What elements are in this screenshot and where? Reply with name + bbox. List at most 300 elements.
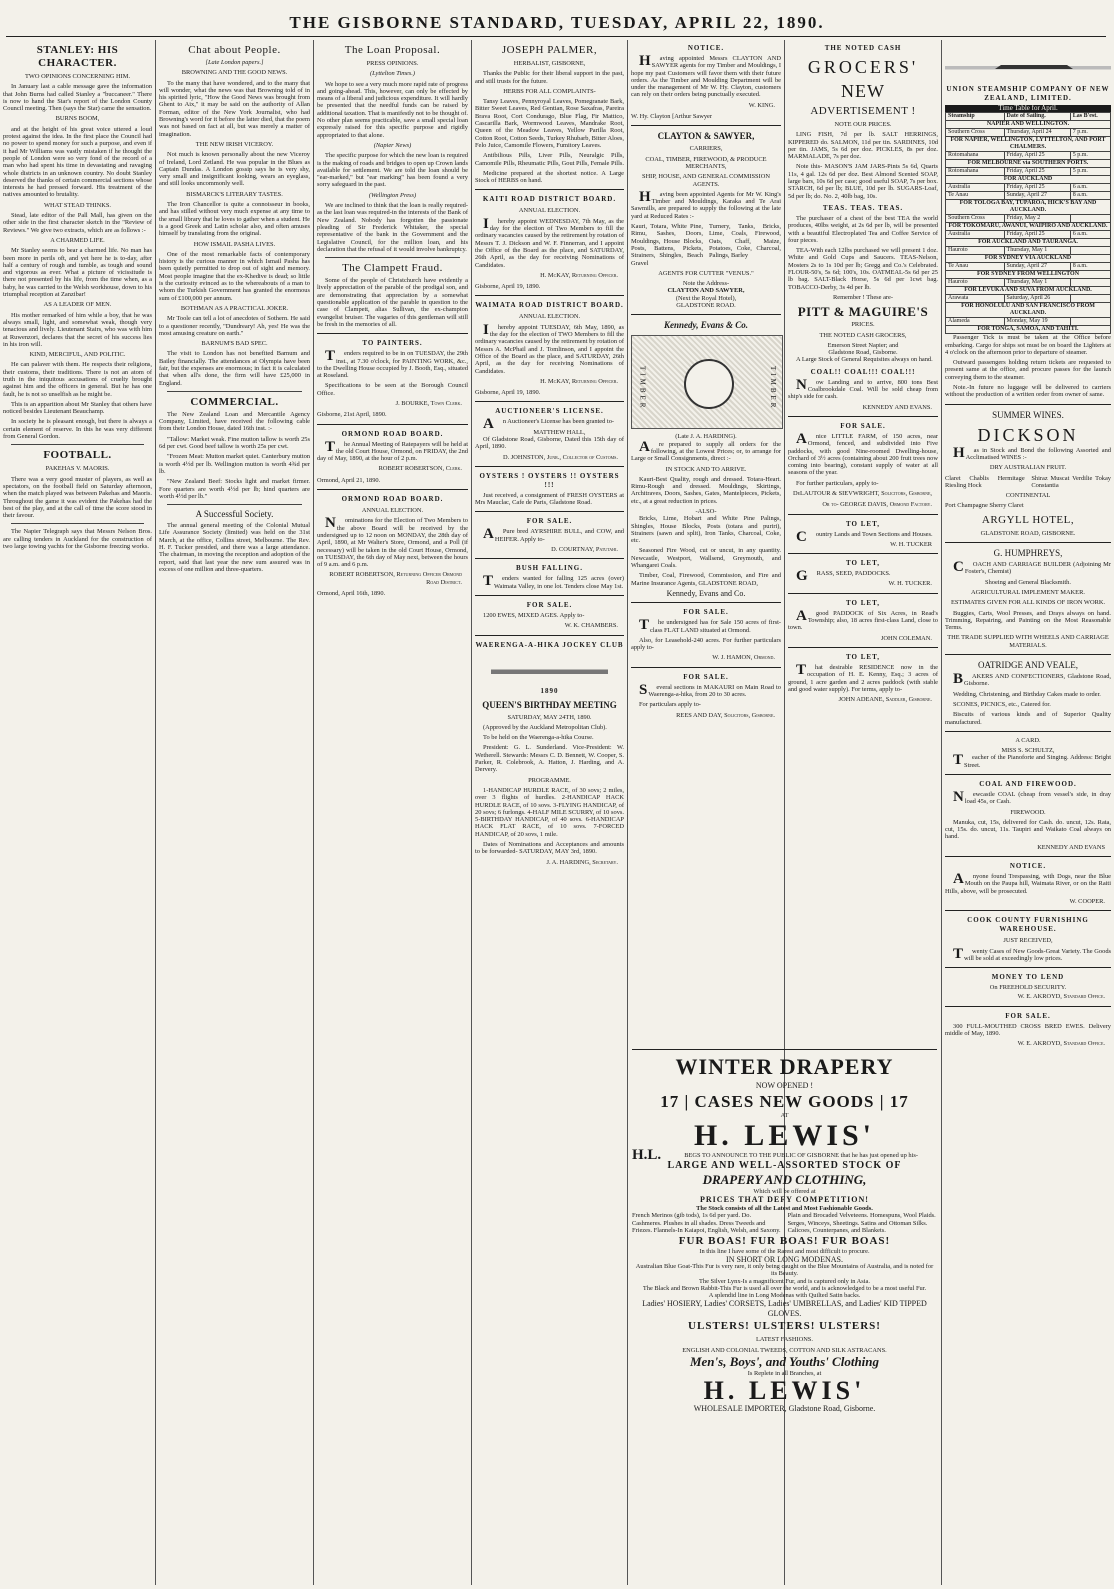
table-cell: Friday, April 25 [1004,152,1070,160]
ad-title: COOK COUNTY FURNISHING WAREHOUSE. [967,916,1089,934]
divider [631,314,781,315]
paragraph: Tansy Leaves, Pennyroyal Leaves, Pomegranate Bark, Bitter Sweet Leaves, Red Gentian, Rose Saxafras, Pareira Brava Root, Cort Condurago, Blue Flag, Fir Mattico, Cascarilla Bark, Wormwood Leaves, Mandrake Root, Queen of the Meadow Leaves, Yellow Parilla Root, Cotton Root, Cotton Seeds, Turkey Rhubarb, Bitter Aloes, Felo Juice, Camomile Flowers, Fumitory Leaves. [475,98,624,149]
divider [632,1049,937,1050]
paragraph: "Tallow: Market weak. Fine mutton tallow is worth 25s 6d per cwt. Good beef tallow is worth 25s per cwt. [159,435,310,451]
divider [788,416,938,417]
paragraph: LING FISH, 7d per lb. SALT HERRINGS, KIPPERED do. SALMON, 11d per tin. SARDINES, 10d per tin. JAMS, 5s 6d per doz. PICKLES, 8s per doz. MARMALADE, 7s per doz. [788,131,938,161]
article-title: The Loan Proposal. [344,44,441,56]
table-row [946,137,1111,152]
ad-line: In this line I have some of the Rarest and most difficult to procure. [699,1248,870,1256]
table-cell [1070,279,1110,287]
section-heading: PROGRAMME. [528,776,571,784]
column-3 [314,40,471,1585]
section-heading: BROWNING AND THE GOOD NEWS. [181,69,288,77]
paragraph: We hope to see a very much more rapid rate of progress and going-ahead. This, however, can only be effected by means of a liberal and judicious expenditure. It will hardly be presented that the needful funds can be raised by additional taxation. That is manifestly not to be thought of. No other plan seems practicable, save a small special loan expressly raised for this specific purpose and rigidly appropriated to that alone. [317,80,468,139]
paragraph: For further particulars, apply to- [796,479,879,487]
divider [167,504,302,505]
divider [475,558,624,559]
divider [475,295,624,296]
wine-list-left: Claret Chablis Hermitage Riesling Hock [945,474,1025,489]
table-row [946,121,1111,129]
paragraph: The New Zealand Loan and Mercantile Agency Company, Limited, have received the following cable from their London House, dated 16th inst. :- [159,410,310,433]
ad-title: FOR SALE. [526,600,573,609]
table-row [946,152,1111,160]
signature: Or to- GEORGE DAVIS, Ormond Factory. [822,501,932,509]
section-heading: THE NEW IRISH VICEROY. [195,140,274,148]
section-heading: TEAS. TEAS. TEAS. [822,203,904,212]
source-label: (Lyttelton Times.) [370,70,415,78]
paragraph: Twenty Cases of New Goods-Great Variety. The Goods will be sold at exceedingly low prices. [953,945,1111,962]
signature: KENNEDY AND EVANS [1037,843,1105,851]
signature: ROBERT ROBERTSON, Clerk. [378,465,462,473]
goods-list [632,1212,937,1234]
paragraph: Bricks, Lime, Hobart and White Pine Palings, Shingles, House Blocks, Posts (totara and puriri), Strainers (sawn and split), Iron Tanks, Charcoal, Coke, etc. [631,515,781,545]
table-row [946,271,1111,279]
paragraph: and at the height of his great voice uttered a loud protest against the idea. In the first place the Council had no power to spend money for such a purpose, and even if it had Mr Williams was vastly mistaken if he thought the people of London were so very fond of the record of a man who had spent his time in devastating and ravaging whole districts in an unknown country. No doubt Stanley deserved the thanks of certain commercial sections whose interests he had pressed forward. His treatment of the natives amounted to brutality. [3,125,152,199]
paragraph: Manuka, cut, 15s, delivered for Cash. do. uncut, 12s. Rata, cut, 15s. do. uncut, 11s. Taupiri and Waikato Coal always on hand. [945,818,1111,841]
table-cell: Thursday, May 1 [1004,279,1070,287]
divider [631,667,781,668]
paragraph: Teacher of the Pianoforte and Singing. Address: Bright Street. [953,752,1111,769]
paragraph: The undersigned has for Sale 150 acres of first-class FLAT LAND situated at Ormond. [639,617,781,634]
table-section-cell: FOR TOKOMARU, AWANUI, WAIPIRO AND AUCKLAND. [946,223,1111,231]
column-4 [472,40,627,1585]
paragraph: 300 FULL-MOUTHED CROSS BRED EWES. Delivery middle of May, 1890. [945,1022,1111,1038]
year-label: 1890 [540,686,559,695]
ad-line: Is Replete in all Branches, at [747,1370,822,1378]
signature: W. J. HAMON, Ormond. [712,654,775,662]
ad-title: BUSH FALLING. [516,564,583,573]
table-header: Las B'est. [1070,113,1110,121]
table-row [946,168,1111,176]
table-header-row [946,113,1111,121]
signature: JOHN ADEANE, Saddler, Gisborne. [838,696,932,704]
paragraph: COACH AND CARRIAGE BUILDER (Adjoining Mr Foster's, Chemist) [953,559,1111,576]
ad-title: FOR SALE. [1005,1011,1051,1020]
section-heading: CONTINENTAL [1005,492,1051,500]
wine-list-continental: Port Champagne Sherry Claret [945,502,1024,510]
paragraph: The purchaser of a chest of the best TEA the world produces, 40lbs weight, at 2s 6d per lb, will be presented with a beautiful Electroplated Tea and Coffee Service of four pieces. [788,214,938,244]
article-title: COMMERCIAL. [190,395,279,408]
ad-title: WINTER DRAPERY [675,1054,894,1079]
source-label: (Napier News) [373,141,412,149]
paragraph: For particulars apply to- [639,701,701,709]
divider [11,444,144,445]
table-cell: Monday, May 19 [1004,318,1070,326]
ad-title: ARGYLL HOTEL, [981,513,1075,526]
table-cell: Te Anau [946,192,1005,200]
signature-line: W. Hy. Clayton [Arthur Sawyer [631,113,712,121]
paragraph: Ihereby appoint TUESDAY, 6th May, 1890, as the day for the election of TWO Members to fill the ordinary vacancies caused by the retirement by rotation of Messrs A. McPhail and J. Tomlinson, and I appoint the Office of the Board as the place, and SATURDAY, 26th April, as the day for receiving Nominations of Candidates. [475,321,624,375]
ad-subtitle: SATURDAY, MAY 24TH, 1890. [507,713,592,721]
ad-subtitle: NOW OPENED ! [755,1081,814,1090]
section-heading: DRY AUSTRALIAN FRUIT. [989,464,1067,472]
ad-title: SUMMER WINES. [992,409,1064,420]
ad-line: Shoeing and General Blacksmith. [985,578,1071,586]
paragraph: Just received, a consignment of FRESH OYSTERS at Mrs Mauclac, Cafe de Paris, Gladstone Road. [475,491,624,507]
signature: W. KING. [748,101,775,109]
ad-title: A CARD. [1015,736,1041,744]
table-header: Date of Sailing. [1004,113,1070,121]
ad-subtitle: Gladstone Road, Gisborne. [828,349,898,357]
paragraph: Has in Stock and Bond the following Assorted and Acclimatised WINES :- [953,444,1111,461]
timetable-title: Time Table for April. [945,105,1111,112]
steamship-engraving [945,43,1111,81]
ad-title: OYSTERS ! OYSTERS !! OYSTERS !!! [479,471,620,489]
section-heading: A CHARMED LIFE. [50,236,105,244]
ad-title: NOTICE. [1009,862,1047,871]
ad-title: COAL AND FIREWOOD. [979,779,1077,788]
table-cell: Sunday, April 27 [1004,192,1070,200]
table-section-cell: NAPIER AND WELLINGTON. [946,121,1111,129]
ad-line: A splendid line in Long Modenas with Quilted Satin backs. [708,1292,861,1300]
ad-title: FOR SALE. [683,608,729,617]
table-cell: Hauroto [946,247,1005,255]
divider [475,635,624,636]
paragraph: Having been appointed Agents for Mr W. King's Timber and Mouldings, Karaka and Te Arai Sawmills, are prepared to supply the following at the late yard at Reduced Rates :- [631,188,781,220]
address-line: (Next the Royal Hotel), [675,294,737,302]
paragraph: Ihereby appoint WEDNESDAY, 7th May, as the day for the election of Two Members to fill the ordinary vacancies caused by the retirement by rotation of Messrs T. J. Dickson and W. F. Finnerran, and I appoint the Office of the Board as the place, and SATURDAY, 26th April, as the day for receiving Nominations of Candidates. [475,215,624,269]
table-cell: Te Anau [946,263,1005,271]
table-row [946,176,1111,184]
paragraph: "Frozen Meat: Mutton market quiet. Canterbury mutton is worth 4½d per lb. Wellington mutton is worth 4¾d per lb. [159,453,310,475]
ad-headline: 17 | CASES NEW GOODS | 17 [660,1092,909,1112]
table-cell: Hauroto [946,279,1005,287]
divider [945,774,1111,775]
drapery-advertisement [628,1044,941,1584]
divider [475,466,624,467]
divider [475,595,624,596]
section-heading: KIND, MERCIFUL, AND POLITIC. [29,351,126,359]
ad-title: UNION STEAMSHIP COMPANY OF NEW ZEALAND, LIMITED. [946,85,1110,102]
signature: W. H. TUCKER. [888,580,932,588]
divider [945,404,1111,405]
ad-subtitle: On FREEHOLD SECURITY. [989,984,1067,992]
ad-line: THE TRADE SUPPLIED WITH WHEELS AND CARRIAGE MATERIALS. [947,634,1109,649]
ad-title: Kennedy, Evans & Co. [664,320,748,331]
source-label: (Wellington Press) [368,191,417,199]
paragraph: Outward passengers holding return tickets are requested to present same at the office, and procure passes for the launch conveying them to the steamer. [945,359,1111,381]
table-row [946,223,1111,231]
signature: DeLAUTOUR & SIEVWRIGHT, Solicitors, Gisborne, [792,489,932,497]
ad-title: ORMOND ROAD BOARD. [341,495,444,504]
ad-line: AGRICULTURAL IMPLEMENT MAKER. [971,588,1085,596]
ad-title: AUCTIONEER'S LICENSE. [495,407,604,416]
paragraph: In January last a cable message gave the information that John Burns had called Stanley a "buccaneer." There is now to hand the Star's report of the London County Council meeting. Then (says the Star) came the sensation. [3,83,152,113]
licensee-name: MATTHEW HALL, [533,428,586,436]
ad-title: JOSEPH PALMER, [501,44,598,56]
paragraph: President: G. L. Sunderland. Vice-President: W. Wetherell. Stewards: Messrs C. D. Bennett, W. Cooper, S. Parker, R. Colebrook, A. Hatton, J. Harding, and A. Dervery. [475,744,624,774]
signature: J. A. HARDING, Secretary. [546,858,618,866]
table-cell [1070,318,1110,326]
divider [317,489,468,490]
signature: W. E. AKROYD, Standard Office. [1017,1040,1105,1048]
ad-title: G. HUMPHREYS, [993,548,1063,559]
address-line: Note the Address- [682,280,730,288]
table-cell: Friday, April 25 [1004,168,1070,176]
table-section-cell: FOR SYDNEY VIA AUCKLAND [946,255,1111,263]
paragraph: The specific purpose for which the new loan is required is the making of roads and bridges to open up Crown lands available for settlement. We are told the loan should be "ear-marked," but "ear marking" has been found a very sorry safeguard in the past. [317,152,468,189]
section-heading: AS A LEADER OF MEN. [43,301,112,309]
signature: ROBERT ROBERTSON, Returning Officer Ormond Road District. [329,571,462,586]
ad-title: PITT & MAGUIRE'S [797,304,929,320]
paragraph: Several sections in MAKAURI on Main Road to Waerenga-a-hika, from 20 to 30 acres. [639,681,781,699]
ad-line: ESTIMATES GIVEN FOR ALL KINDS OF IRON WORK. [950,599,1106,607]
paragraph: Note this- MASON'S JAM JARS-Pints 5s 6d, Quarts 11s, 4 gal. 12s 6d per doz. Best Almond Scented SOAP, large bars, 10s 6d per case; good useful SOAP, 7s per box. STARCH, 6d per lb; BLUE, 10d per lb. SUGARS-Loaf, 5d per lb; do. No. 2, 40lb bag, 10s. [788,163,938,200]
table-row [946,263,1111,271]
ad-title: TO LET, [846,559,880,568]
signature: H. McKAY, Returning Officer. [540,271,618,279]
ad-title: FOR SALE. [840,421,886,430]
section-heading: BOTHMAN AS A PRACTICAL JOKER. [180,304,289,312]
paragraph: Now Landing and to arrive, 800 tons Best Coalbrookdale Coal. Will be sold cheap from ship's side for cash. [788,376,938,401]
paragraph: TEA-With each 12lbs purchased we will present 1 doz. White and Gold Cups and Saucers. TEAS-Nelson, Mosters 2s to 1s 10d per lb; Gregg and Co.'s Celebrated. FLOUR-50's, 5s 6d; 100's, 10s. OATMEAL-5s 6d per 25 lb bag. SALT-Black Horse, 5s 6d per 1cwt bag. TOBACCO-Derby, 3s 4d per lb. [788,247,938,291]
paragraph: Having appointed Messrs CLAYTON AND SAWYER agents for my Timber and Mouldings, I hope my past Customers will favor them with their future orders. As the Timber and Moulding Department will be under the management of Mr W. Hy. Clayton, customers can rely on their orders being punctually executed. [631,53,781,99]
signature: JOHN COLEMAN. [880,634,932,642]
signature: D. COURTNAY, Patutahi. [551,546,618,554]
paragraph: Seasoned Fire Wood, cut or uncut, in any quantity. Newcastle, Westport, Wallsend, Greymouth, and Whangarei Coals. [631,547,781,570]
section-heading: BARNUM'S BAD SPEC. [201,340,268,348]
ad-subtitle: JUST RECEIVED, [1003,937,1053,945]
table-section-cell: FOR LEVUKA AND SUVA FROM AUCKLAND. [946,287,1111,295]
table-cell: Rotomahana [946,152,1005,160]
divider [317,424,468,425]
paragraph: The annual general meeting of the Colonial Mutual Life Assurance Society (limited) was held on the 31st March, at the office, Collins street, Melbourne. The Rev. H. F. Tucker presided, and there was a large attendance. The chairman, in moving the reception and adoption of the report, said that last year the new sum assured was in excess of one million and three-quarters. [159,522,310,573]
ad-title: NEW [841,81,885,101]
table-row [946,184,1111,192]
table-cell: Thursday, April 24 [1004,129,1070,137]
article-title: FOOTBALL. [43,449,112,462]
sawmill-engraving [631,335,783,429]
divider [475,189,624,190]
table-cell: Australia [946,231,1005,239]
paragraph: 1-HANDICAP HURDLE RACE, of 30 sovs; 2 miles, over 3 flights of hurdles. 2-HANDICAP HACK HURDLE RACE, of 10 sovs. 3-FLYING HANDICAP, of 20 sovs; 6 furlongs. 4-HALF MILE SCURRY, of 10 sovs. 5-BIRTHDAY HANDICAP, of 40 sovs. 6-HANDICAP HACK FLAT RACE, of 10 sovs. 7-FORCED HANDICAP, of 20 sovs, 1 mile. [475,786,624,838]
ad-brand: H. LEWIS' [703,1376,866,1406]
ad-line: WHOLESALE IMPORTER, Gladstone Road, Gisborne. [693,1404,876,1414]
table-cell: 5 p.m. [1070,168,1110,176]
ad-subtitle: GLADSTONE ROAD, GISBORNE. [980,529,1076,537]
ad-subtitle: NOTE OUR PRICES. [834,121,892,128]
ad-subtitle: ANNUAL ELECTION. [361,507,424,515]
article-subtitle: [Late London papers.] [205,59,264,66]
section-heading: BISMARCK'S LITERARY TASTES. [186,190,283,198]
signature: W. E. AKROYD, Standard Office. [1017,993,1105,1001]
table-row [946,200,1111,215]
column-5 [628,40,784,1040]
ad-line: ENGLISH AND COLONIAL TWEEDS, COTTON AND SILK ASTRACANS. [682,1346,887,1354]
ad-title: MISS S. SCHULTZ, [1001,747,1055,755]
ad-subtitle: SHIP, HOUSE, AND GENERAL COMMISSION AGENTS. [642,173,770,188]
engraving-label: TIMBER [638,366,647,411]
ad-headline: Men's, Boys', and Youths' Clothing [689,1354,880,1370]
ad-headline: ULSTERS! ULSTERS! ULSTERS! [688,1320,881,1333]
table-row [946,255,1111,263]
table-section-cell: FOR HONOLULU AND SAN FRANCISCO FROM AUCKLAND. [946,303,1111,318]
paragraph: Antibilious Pills, Liver Pills, Neuralgic Pills, Camomile Pills, Rheumatic Pills, Gout Pills, Female Pills. [475,152,624,167]
ad-line: LARGE AND WELL-ASSORTED STOCK OF [667,1159,902,1171]
divider [788,593,938,594]
paragraph: Tenders wanted for falling 125 acres (over) Waimata Valley, in one lot. Tenders close May 1st. [483,573,624,590]
paragraph: To be held on the Waerenga-a-hika Course. [483,734,594,742]
paragraph: Thanks the Public for their liberal support in the past, and still trusts for the future. [475,70,624,85]
dateline: Ormond, April 21, 1890. [317,476,381,484]
announce-row [632,1146,937,1163]
dateline: Gisborne, April 19, 1890. [475,389,541,397]
ad-line: Which will be offered at [753,1187,816,1195]
divider [317,333,468,334]
paragraph: The Napier Telegraph says that Messrs Nelson Bros. are calling tenders in Auckland for the construction of two large towing yachts for the Gisborne freezing works. [3,528,152,551]
paragraph: That desirable RESIDENCE now in the occupation of H. E. Kenny, Esq.; 3 acres of ground, 1 acre garden and 2 acres paddock (with stable and good water supply). For terms, apply to- [788,661,938,693]
signature: D. JOHNSTON, Junr., Collector of Customs. [502,453,618,461]
table-cell: Southern Cross [946,129,1005,137]
ad-title: ADVERTISEMENT ! [810,105,916,117]
column-6 [785,40,941,1040]
ad-title: CLAYTON & SAWYER, [657,131,755,142]
table-cell: Friday, April 25 [1004,184,1070,192]
table-row [946,279,1111,287]
section-heading: WHAT STEAD THINKS. [43,201,112,209]
ad-brand: H. LEWIS' [693,1118,876,1152]
section-heading: AGENTS FOR CUTTER "VENUS." [658,269,754,277]
paragraph: Of Gladstone Road, Gisborne, Dated this 15th day of April, 1890. [475,435,624,451]
ad-subtitle: PRICES. [851,321,875,329]
section-heading: Remember ! These are- [832,293,894,301]
ad-title: MONEY TO LEND [991,973,1065,982]
paragraph: Are prepared to supply all orders for the following, at the Lowest Prices; or, to arrange for Large or Small Consignments, direct :- [631,438,781,463]
ad-line: BEGS TO ANNOUNCE TO THE PUBLIC OF GISBORNE that he has just opened up his- [684,1151,918,1159]
table-section-cell: FOR AUCKLAND AND TAURANGA. [946,239,1111,247]
goods-list-left: French Merinos (gib tods), 1s 6d per yard. Do. Cashmeres. Plushes in all shades. Dress Tweeds and Friezes. Flannels-In Kaiapoi, English, Welsh, and Saxony. [632,1212,781,1235]
address-line: CLAYTON AND SAWYER, [667,287,745,295]
ad-subtitle: CARRIERS, [689,145,723,153]
table-section-cell: FOR TOLOGA BAY, TUPAROA, HICK'S BAY AND AUCKLAND. [946,200,1111,215]
divider [945,856,1111,857]
paragraph: Also, for Leasehold-240 acres. For further particulars apply to- [631,636,781,652]
table-row [946,192,1111,200]
section-heading: BURNS BOOM, [55,115,100,123]
article-title: STANLEY: HIS CHARACTER. [36,44,119,69]
table-cell: Friday, April 25 [1004,231,1070,239]
table-cell: Australia [946,184,1005,192]
table-cell [1070,215,1110,223]
table-row [946,303,1111,318]
table-section-cell: FOR SYDNEY FROM WELLINGTON [946,271,1111,279]
paragraph: Some of the people of Christchurch have evidently a lively appreciation of the parable of the prodigal son, and are demonstrating that appreciation by a somewhat questionable application of the parable in question to the case of Clampett, alias Sullivan, the ex-champion evangelist bruiser. The vagaries of this gentleman will still be fresh in the memories of all. [317,277,468,328]
signature: W. COOPER. [1069,897,1105,905]
section-heading: IN STOCK AND TO ARRIVE. [665,465,747,473]
racehorse-engraving [491,653,608,683]
timber-list-right: Turnery, Tanks, Bricks, Lime, Coals, Firewood, Oats, Chaff, Maize, Potatoes, Coke, Charcoal, Palings, Barley [709,223,781,260]
table-cell: Rotomahana [946,168,1005,176]
table-row [946,160,1111,168]
table-row [946,326,1111,334]
ad-line: IN SHORT OR LONG MODENAS. [726,1254,843,1264]
divider [788,647,938,648]
divider [167,391,302,392]
ad-line: The Stock consists of all the Latest and Most Fashionable Goods. [696,1205,873,1213]
dateline: Gisborne, April 19, 1890. [475,283,541,291]
article-subtitle: TWO OPINIONS CONCERNING HIM. [24,73,131,80]
signature: W. H. TUCKER [890,540,932,548]
table-row [946,239,1111,247]
paragraph: Buggies, Carts, Wool Presses, and Drays always on hand. Trimming, Repairing, and Painting on the Most Reasonable Terms. [945,609,1111,632]
divider [325,257,460,258]
paragraph: Country Lands and Town Sections and Houses. [796,528,933,545]
table-cell: Arawata [946,295,1005,303]
paragraph: The Annual Meeting of Ratepayers will be held at the old Court House, Ormond, on FRIDAY, the 2nd day of May, 1890, at the hour of 2 p.m. [317,438,468,463]
paragraph: "New Zealand Beef: Stocks light and market firmer. Fore quarters are worth 4½d per lb; hind quarters are worth 4½d per lb." [159,478,310,500]
divider [945,731,1111,732]
ad-line: Ladies' HOSIERY, Ladies' CORSETS, Ladies' UMBRELLAS, and Ladies' KID TIPPED GLOVES. [642,1299,927,1319]
divider [631,602,781,603]
section-heading: HERBS FOR ALL COMPLAINTS- [503,87,596,95]
goods-list-right: Plain and Brocaded Velveteens. Homespuns, Wool Plaids. Serges, Winceys, Sheetings. Satins and Ottoman Silks. Calicoes, Counterpanes, and Blankets. [787,1212,936,1235]
paragraph: APure bred AYRSHIRE BULL, and COW, and HEIFER. Apply to- [483,526,624,543]
ad-subtitle: Emerson Street Napier; and [827,341,899,349]
paragraph: A Large Stock of General Requisites always on hand. [796,356,933,364]
paragraph: To the many that have wondered, and to the many that will wonder, what the news was that Browning told of in his spirited lyric, "How the Good News was brought from Ghent to Aix," it may be said on the authority of Allan Forman, editor of the New York Journalist, who had Browning's word for it before the latter died, that the poem was not based on fact at all, but was merely a matter of imagination. [159,79,310,138]
ad-line: Australian Blue Goat-This Fur is very rare, it only being caught on the Blue Mountains of Australia, and is noted for its Beauty. [635,1262,934,1278]
section-heading: HOW ISMAIL PASHA LIVES. [193,240,276,248]
paragraph: BAKERS AND CONFECTIONERS, Gladstone Road, Gisborne. [953,671,1111,688]
signature: KENNEDY AND EVANS. [862,403,932,411]
paragraph: Wedding, Christening, and Birthday Cakes made to order. [953,690,1101,698]
signature: Kennedy, Evans and Co. [666,588,746,598]
ad-subtitle: THE NOTED CASH GROCERS, [819,331,907,339]
masthead: THE GISBORNE STANDARD, TUESDAY, APRIL 22, 1890. [289,13,825,32]
divider [945,910,1111,911]
ad-line: AT [780,1112,789,1120]
ad-subtitle: COAL, TIMBER, FIREWOOD, & PRODUCE MERCHANTS, [645,155,767,170]
paragraph: Anyone found Trespassing, with Dogs, near the Blue Mouth on the Paupa hill, Waimata River, or on the Raiti Hills, above, will be prosecuted. [945,871,1111,895]
paragraph: Specifications to be seen at the Borough Council Office. [317,382,468,397]
paragraph: Biscuits of various kinds and of Superior Quality manufactured. [945,711,1111,726]
paragraph: (Approved by the Auckland Metropolitan Club). [483,723,607,731]
paragraph: Timber, Coal, Firewood, Commission, and Fire and Marine Insurance Agents, GLADSTONE ROAD, [631,572,781,587]
ad-line: LATEST FASHIONS. [756,1336,813,1344]
divider [945,542,1111,543]
article-title: The Clampett Fraud. [342,262,443,275]
column-1 [0,40,155,1585]
ad-title: TO LET, [846,598,880,607]
paragraph: Medicine prepared at the shortest notice. A Large Stock of HERBS on hand. [475,169,624,185]
ad-title: QUEEN'S BIRTHDAY MEETING [482,699,617,710]
section-heading: COAL!! COAL!!! COAL!!! [810,367,916,376]
paragraph: His mother remarked of him while a boy, that he was always small, light, and somewhat weak, though very tenacious and lively. Lieutenant Stairs, who was with him at Ruwenzori, declares that the secret of his success lies in his iron will. [3,311,152,348]
paragraph: SCONES, PICNICS, etc., Catered for. [953,700,1051,708]
article-subtitle: PRESS OPINIONS. [366,60,419,67]
ad-title: WAERENGA-A-HIKA JOCKEY CLUB [475,640,624,649]
ad-headline: DRAPERY AND CLOTHING, [702,1171,867,1187]
ad-title: WAIMATA ROAD DISTRICT BOARD. [475,301,624,310]
article-subtitle: PAKEHAS V. MAORIS. [45,465,110,473]
signature: H. McKAY, Returning Officer. [540,377,618,385]
dateline: Ormond, April 16th, 1890. [317,590,386,598]
timetable [945,112,1111,334]
paragraph: Anice LITTLE FARM, of 150 acres, near Ormond, fenced, and subdivided into Five paddocks, with good Nine-roomed Dwelling-house, Orchard of 3½ acres (containing about 200 fruit trees now coming into bearing), constant supply of water at all seasons of the year. [788,430,938,477]
saw-blade-icon [684,359,734,409]
table-section-cell: FOR NAPIER, WELLINGTON, LYTTELTON, AND PORT CHALMERS. [946,137,1111,152]
table-cell: Alameda [946,318,1005,326]
article-title: Chat about People. [188,44,281,56]
divider [945,654,1111,655]
table-section-cell: FOR MELBOURNE via SOUTHERN PORTS. [946,160,1111,168]
table-cell: 8 a.m. [1070,263,1110,271]
signature: J. BOURKE, Town Clerk. [395,399,462,407]
paragraph: He can palaver with them. He respects their religions, their customs, their traditions. There is not an atom of truth in the iniquitous accusations of cruelty brought against him and the officers in general. But he has one fault, he is not so unselfish as he might be. [3,361,152,398]
table-cell [1070,247,1110,255]
timber-list-left: Kauri, Totara, White Pine, Rimu, Sashes, Doors, Mouldings, House Blocks, Posts, Battens, Pickets, Strainers, Shingles, Beach Gravel [631,223,703,267]
